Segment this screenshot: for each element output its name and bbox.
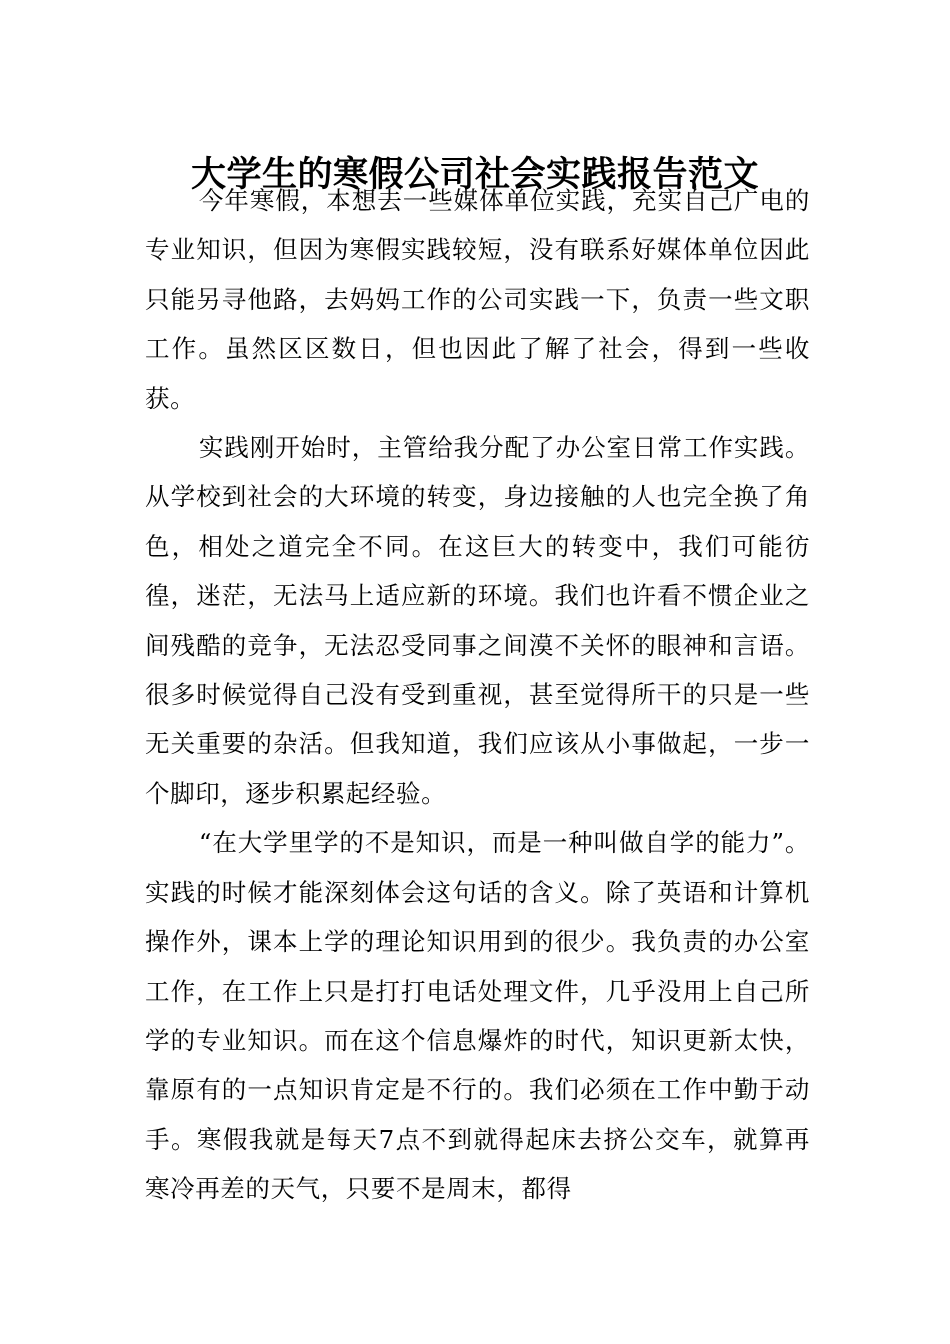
paragraph-3: “在大学里学的不是知识，而是一种叫做自学的能力”。实践的时候才能深刻体会这句话的含义。除了英语和计算机操作外，课本上学的理论知识用到的很少。我负责的办公室工作，在工作上只是打打电话处理文件，几乎没用上自己所学的专业知识。而在这个信息爆炸的时代，知识更新太快，靠原有的一点知识肯定是不行的。我们必须在工作中勤于动手。寒假我就是每天7点不到就得起床去挤公交车，就算再寒冷再差的天气，只要不是周末，都得 [145,828,810,1204]
paragraph-1: 今年寒假，本想去一些媒体单位实践，充实自己广电的专业知识，但因为寒假实践较短，没有联系好媒体单位因此只能另寻他路，去妈妈工作的公司实践一下，负责一些文职工作。虽然区区数日，但也因此了解了社会，得到一些收获。 [145,186,810,413]
document-title: 大学生的寒假公司社会实践报告范文 [190,155,759,196]
document-body [145,176,810,1214]
paragraph-2: 实践刚开始时，主管给我分配了办公室日常工作实践。从学校到社会的大环境的转变，身边接触的人也完全换了角色，相处之道完全不同。在这巨大的转变中，我们可能彷徨，迷茫，无法马上适应新的环境。我们也许看不惯企业之间残酷的竞争，无法忍受同事之间漠不关怀的眼神和言语。很多时候觉得自己没有受到重视，甚至觉得所干的只是一些无关重要的杂活。但我知道，我们应该从小事做起，一步一个脚印，逐步积累起经验。 [145,433,810,808]
